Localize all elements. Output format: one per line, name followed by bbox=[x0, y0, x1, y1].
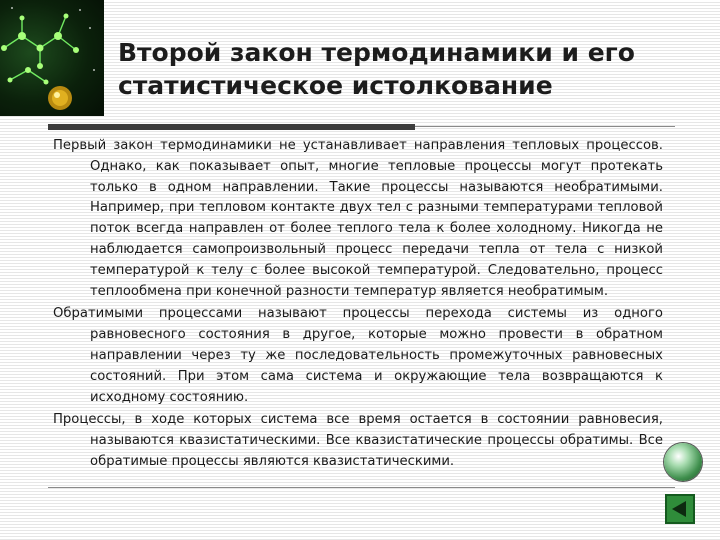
round-action-button[interactable] bbox=[664, 443, 702, 481]
molecule-decoration-icon bbox=[0, 0, 104, 116]
corner-decoration-image bbox=[0, 0, 104, 116]
body-paragraph-2: Обратимыми процессами называют процессы перехода системы из одного равновесного состояния в другое, которые можно провести в обратном направлении через ту же последовательность промежуточных равновесных состояний. При этом сама система и окружающие тела возвращаются к исходному состоянию. bbox=[53, 306, 663, 405]
title-underline-thick bbox=[48, 124, 415, 130]
slide-title bbox=[118, 36, 678, 102]
body-paragraph-1: Первый закон термодинамики не устанавливает направления тепловых процессов. Однако, как показывает опыт, многие тепловые процессы могут протекать только в одном направлении. Такие процессы называются необратимыми. Например, при тепловом контакте двух тел с разными температурами тепловой поток всегда направлен от более теплого тела к более холодному. Никогда не наблюдается самопроизвольный процесс передачи тепла от тела с низкой температурой к телу с более высокой температурой. Следовательно, процесс теплообмена при конечной разности температур является необратимым. bbox=[53, 138, 663, 299]
slide-body bbox=[53, 136, 663, 475]
arrow-left-icon bbox=[667, 496, 693, 522]
back-nav-button[interactable] bbox=[665, 494, 695, 524]
title-underline-thin bbox=[415, 126, 675, 127]
slide-title-line-1: Второй закон термодинамики и его bbox=[118, 38, 635, 67]
slide-title-line-2: статистическое истолкование bbox=[118, 71, 553, 100]
body-paragraph-3: Процессы, в ходе которых система все время остается в состоянии равновесия, называются квазистатическими. Все квазистатические процессы обратимы. Все обратимые процессы являются квазистатическими. bbox=[53, 412, 663, 469]
footer-divider bbox=[48, 487, 675, 488]
